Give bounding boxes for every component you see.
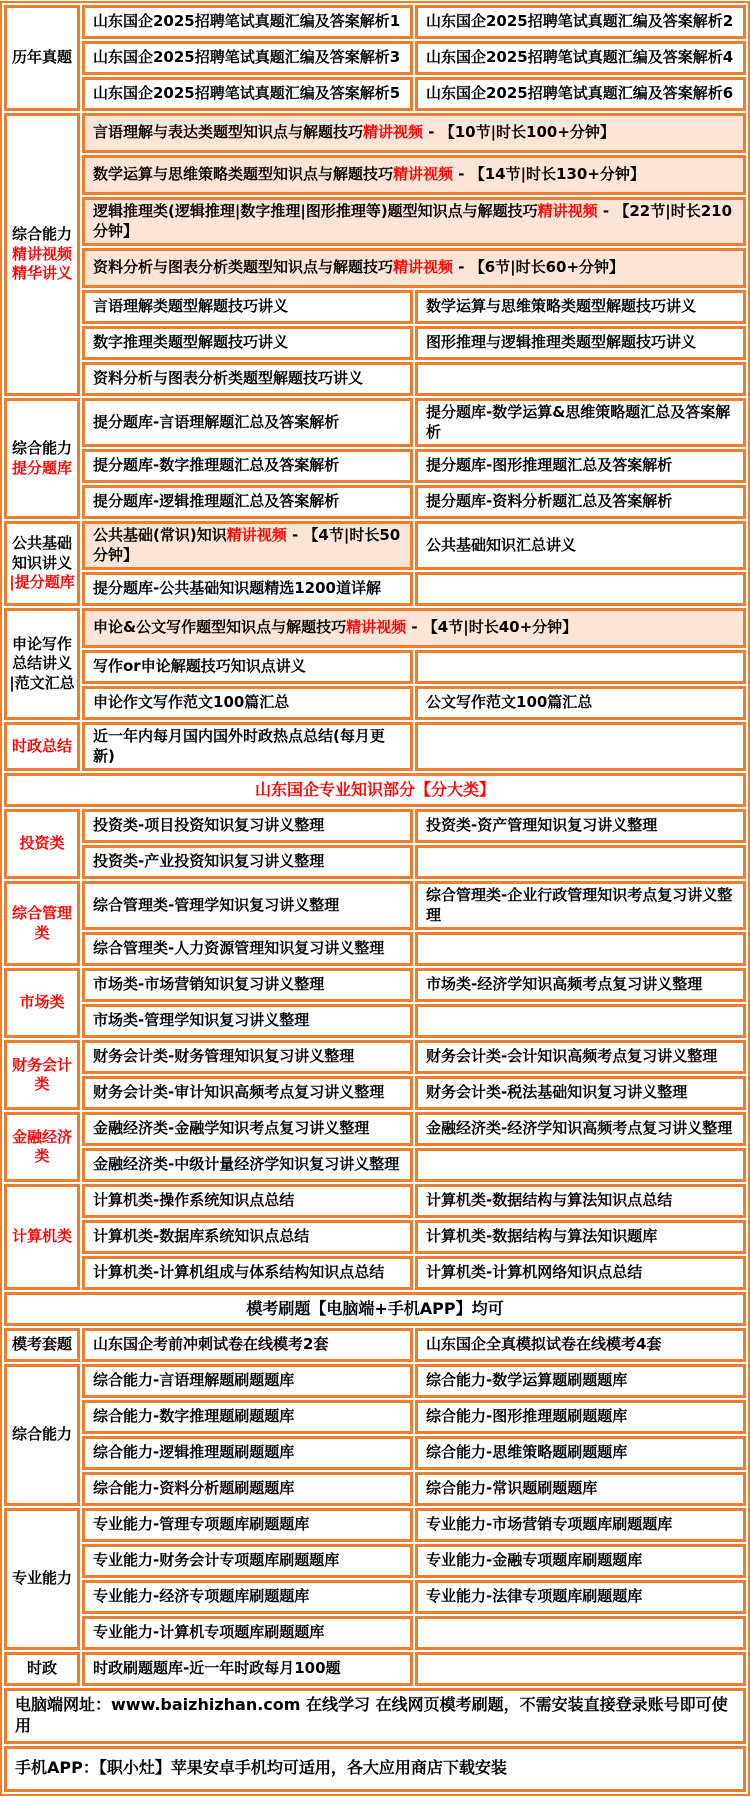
empty-cell <box>415 1652 746 1686</box>
section-label-mock-exam-sets <box>4 1328 80 1362</box>
table-row <box>4 398 746 447</box>
section-label-text: 综合能力 <box>11 1425 72 1444</box>
text-run: 电脑端网址：www.baizhizhan.com 在线学习 在线网页模考刷题，不需安装直接登录账号即可使用 <box>15 1695 728 1735</box>
course-cell <box>82 1364 413 1398</box>
course-cell <box>82 1184 413 1218</box>
text-run: 计算机类-操作系统知识点总结 <box>93 1191 295 1210</box>
text-run: 图形推理与逻辑推理类题型解题技巧讲义 <box>426 333 697 352</box>
section-label-comprehensive-drill <box>4 1364 80 1506</box>
course-cell <box>82 290 413 324</box>
course-cell <box>82 1508 413 1542</box>
table-row <box>4 650 746 684</box>
table-row <box>4 1746 746 1792</box>
footer-pc-website <box>4 1688 746 1744</box>
text-run: 山东国企专业知识部分【分大类】 <box>254 779 495 799</box>
table-row <box>4 326 746 360</box>
text-run: - 【10节|时长100+分钟】 <box>423 123 615 142</box>
course-cell <box>415 881 746 930</box>
course-cell <box>415 398 746 447</box>
divider-mock-practice <box>4 1292 746 1326</box>
text-run: 精讲视频 <box>393 165 454 184</box>
table-row <box>4 1436 746 1470</box>
course-cell <box>82 809 413 843</box>
text-run: 模考刷题【电脑端+手机APP】均可 <box>246 1298 504 1318</box>
section-label-essay-writing <box>4 608 80 720</box>
course-cell <box>415 968 746 1002</box>
text-run: 山东国企2025招聘笔试真题汇编及答案解析6 <box>426 84 734 103</box>
course-cell <box>415 1112 746 1146</box>
course-cell <box>415 1328 746 1362</box>
table-row <box>4 248 746 288</box>
course-cell <box>415 1220 746 1254</box>
table-row <box>4 1688 746 1744</box>
table-row <box>4 362 746 396</box>
text-run: 山东国企考前冲刺试卷在线模考2套 <box>93 1335 329 1354</box>
section-label-text: 专业能力 <box>11 1569 72 1588</box>
course-cell <box>415 449 746 483</box>
footer-mobile-app <box>4 1746 746 1792</box>
course-cell <box>82 1580 413 1614</box>
course-cell <box>415 326 746 360</box>
table-row <box>4 968 746 1002</box>
empty-cell <box>415 1004 746 1038</box>
table-row <box>4 77 746 111</box>
table-row <box>4 845 746 879</box>
section-label-text: 精华讲义 <box>11 264 72 283</box>
text-run: 专业能力-管理专项题库刷题题库 <box>93 1515 310 1534</box>
course-cell <box>82 197 746 246</box>
text-run: 精讲视频 <box>537 202 598 220</box>
course-cell <box>415 41 746 75</box>
table-row <box>4 197 746 246</box>
text-run: 公共基础(常识)知识 <box>93 526 227 544</box>
course-cell <box>415 1184 746 1218</box>
text-run: - 【22节|时长210分钟】 <box>93 202 733 240</box>
empty-cell <box>415 1148 746 1182</box>
text-run: 公文写作范文100篇汇总 <box>426 693 593 712</box>
text-run: - 【4节|时长50分钟】 <box>93 526 401 564</box>
text-run: 综合能力-资料分析题刷题题库 <box>93 1479 295 1498</box>
table-row <box>4 290 746 324</box>
text-run: 投资类-资产管理知识复习讲义整理 <box>426 816 658 835</box>
text-run: 精讲视频 <box>363 123 424 142</box>
section-label-comprehensive-video-handouts <box>4 113 80 396</box>
table-row <box>4 1040 746 1074</box>
course-cell <box>82 1112 413 1146</box>
text-run: 数学运算与思维策略类题型解题技巧讲义 <box>426 297 697 316</box>
course-cell <box>82 155 746 195</box>
text-run: 综合能力-图形推理题刷题题库 <box>426 1407 628 1426</box>
section-label-text: 金融经济类 <box>11 1127 72 1165</box>
section-label-professional-drill <box>4 1508 80 1650</box>
text-run: 精讲视频 <box>393 258 454 277</box>
course-cell <box>82 362 413 396</box>
text-run: 综合管理类-管理学知识复习讲义整理 <box>93 895 340 914</box>
text-run: - 【14节|时长130+分钟】 <box>453 165 645 184</box>
text-run: 手机APP：【职小灶】苹果安卓手机均可适用，各大应用商店下载安装 <box>15 1758 507 1778</box>
text-run: 综合能力-数学运算题刷题题库 <box>426 1371 628 1390</box>
table-row <box>4 881 746 930</box>
text-run: 市场类-市场营销知识复习讲义整理 <box>93 975 325 994</box>
table-row <box>4 1544 746 1578</box>
course-cell <box>82 1256 413 1290</box>
course-cell <box>82 1220 413 1254</box>
course-cell <box>415 1508 746 1542</box>
course-cell <box>415 1076 746 1110</box>
course-cell <box>82 398 413 447</box>
course-cell <box>82 1076 413 1110</box>
course-cell <box>82 1148 413 1182</box>
course-cell <box>415 1400 746 1434</box>
text-run: 公共基础知识汇总讲义 <box>426 535 577 554</box>
text-run: 言语理解与表达类题型知识点与解题技巧 <box>93 123 364 142</box>
empty-cell <box>415 362 746 396</box>
table-row <box>4 686 746 720</box>
course-cell <box>82 77 413 111</box>
text-run: 山东国企2025招聘笔试真题汇编及答案解析3 <box>93 48 401 67</box>
empty-cell <box>415 845 746 879</box>
table-row <box>4 1400 746 1434</box>
course-cell <box>82 1616 413 1650</box>
course-cell <box>415 77 746 111</box>
text-run: - 【6节|时长60+分钟】 <box>453 258 625 277</box>
text-run: 精讲视频 <box>226 526 287 544</box>
course-cell <box>82 248 746 288</box>
text-run: 计算机类-计算机组成与体系结构知识点总结 <box>93 1263 385 1282</box>
table-row <box>4 932 746 966</box>
table-row <box>4 1580 746 1614</box>
text-run: 综合能力-言语理解题刷题题库 <box>93 1371 295 1390</box>
section-label-current-affairs-summary <box>4 722 80 771</box>
divider-professional-knowledge <box>4 773 746 807</box>
section-label-text: 精讲视频 <box>11 244 72 263</box>
section-label-investment <box>4 809 80 879</box>
text-run: 计算机类-数据库系统知识点总结 <box>93 1227 310 1246</box>
table-row <box>4 485 746 519</box>
course-cell <box>82 113 746 153</box>
table-row <box>4 521 746 570</box>
table-row <box>4 1616 746 1650</box>
text-run: 提分题库-图形推理题汇总及答案解析 <box>426 456 673 475</box>
text-run: 山东国企2025招聘笔试真题汇编及答案解析5 <box>93 84 401 103</box>
table-row <box>4 1148 746 1182</box>
table-row <box>4 5 746 39</box>
text-run: 言语理解类题型解题技巧讲义 <box>93 297 289 316</box>
text-run: - 【4节|时长40+分钟】 <box>406 618 578 637</box>
course-cell <box>82 485 413 519</box>
text-run: 山东国企2025招聘笔试真题汇编及答案解析1 <box>93 12 401 31</box>
course-content-table <box>0 1 750 1796</box>
section-label-text: 综合能力 <box>11 225 72 244</box>
text-run: 财务会计类-会计知识高频考点复习讲义整理 <box>426 1047 718 1066</box>
text-run: 专业能力-金融专项题库刷题题库 <box>426 1551 643 1570</box>
text-run: 专业能力-计算机专项题库刷题题库 <box>93 1623 325 1642</box>
text-run: 山东国企全真模拟试卷在线模考4套 <box>426 1335 662 1354</box>
section-label-finance-accounting <box>4 1040 80 1110</box>
table-row <box>4 1256 746 1290</box>
text-run: 财务会计类-审计知识高频考点复习讲义整理 <box>93 1083 385 1102</box>
section-label-text: 公共基础知识讲义 <box>11 534 72 572</box>
section-label-text: 申论写作总结讲义 <box>11 634 72 673</box>
table-row <box>4 1652 746 1686</box>
text-run: 计算机类-计算机网络知识点总结 <box>426 1263 643 1282</box>
text-run: 精讲视频 <box>346 618 407 637</box>
table-row <box>4 773 746 807</box>
text-run: 计算机类-数据结构与算法知识点总结 <box>426 1191 673 1210</box>
table-row <box>4 41 746 75</box>
course-cell <box>82 521 413 570</box>
text-run: 提分题库-资料分析题汇总及答案解析 <box>426 492 673 511</box>
text-run: 近一年内每月国内国外时政热点总结(每月更新) <box>93 727 385 765</box>
section-label-computer <box>4 1184 80 1290</box>
table-row <box>4 1328 746 1362</box>
section-label-comprehensive-qbank <box>4 398 80 519</box>
section-label-text: |范文汇总 <box>9 673 75 692</box>
course-cell <box>82 1040 413 1074</box>
course-cell <box>415 686 746 720</box>
text-run: 综合能力-常识题刷题题库 <box>426 1479 598 1498</box>
course-cell <box>82 1436 413 1470</box>
course-cell <box>415 1472 746 1506</box>
course-cell <box>415 1040 746 1074</box>
text-run: 申论&公文写作题型知识点与解题技巧 <box>93 618 347 637</box>
section-label-general-management <box>4 881 80 966</box>
section-label-current-affairs-drill <box>4 1652 80 1686</box>
course-cell <box>415 485 746 519</box>
course-cell <box>82 932 413 966</box>
table-row <box>4 113 746 153</box>
text-run: 投资类-项目投资知识复习讲义整理 <box>93 816 325 835</box>
text-run: 财务会计类-税法基础知识复习讲义整理 <box>426 1083 688 1102</box>
text-run: 综合管理类-人力资源管理知识复习讲义整理 <box>93 939 385 958</box>
course-cell <box>82 326 413 360</box>
course-cell <box>415 290 746 324</box>
section-label-text: 投资类 <box>19 834 65 853</box>
table-row <box>4 1292 746 1326</box>
course-cell <box>415 809 746 843</box>
section-label-text: 市场类 <box>19 993 65 1012</box>
course-cell <box>82 650 413 684</box>
section-label-text: 计算机类 <box>11 1227 72 1246</box>
course-cell <box>82 881 413 930</box>
section-label-text: |提分题库 <box>9 573 75 592</box>
section-label-text: 历年真题 <box>11 48 72 67</box>
section-label-text: 时政 <box>26 1659 57 1678</box>
course-cell <box>82 1004 413 1038</box>
text-run: 综合能力-思维策略题刷题题库 <box>426 1443 628 1462</box>
course-cell <box>82 1544 413 1578</box>
table-row <box>4 155 746 195</box>
table-row <box>4 608 746 648</box>
empty-cell <box>415 932 746 966</box>
course-cell <box>82 572 413 606</box>
course-cell <box>82 1472 413 1506</box>
course-cell <box>82 968 413 1002</box>
text-run: 市场类-经济学知识高频考点复习讲义整理 <box>426 975 703 994</box>
course-cell <box>415 5 746 39</box>
empty-cell <box>415 722 746 771</box>
text-run: 金融经济类-金融学知识考点复习讲义整理 <box>93 1119 370 1138</box>
course-cell <box>82 1328 413 1362</box>
text-run: 提分题库-公共基础知识题精选1200道详解 <box>93 579 381 598</box>
text-run: 数学运算与思维策略类题型知识点与解题技巧 <box>93 165 394 184</box>
table-row <box>4 1364 746 1398</box>
section-label-text: 提分题库 <box>11 458 72 477</box>
section-label-public-basic-knowledge <box>4 521 80 606</box>
course-cell <box>82 41 413 75</box>
text-run: 综合管理类-企业行政管理知识考点复习讲义整理 <box>426 886 733 924</box>
text-run: 专业能力-市场营销专项题库刷题题库 <box>426 1515 673 1534</box>
text-run: 山东国企2025招聘笔试真题汇编及答案解析2 <box>426 12 734 31</box>
text-run: 提分题库-逻辑推理题汇总及答案解析 <box>93 492 340 511</box>
table-row <box>4 1076 746 1110</box>
text-run: 申论作文写作范文100篇汇总 <box>93 693 290 712</box>
course-cell <box>415 1580 746 1614</box>
text-run: 资料分析与图表分析类题型解题技巧讲义 <box>93 369 364 388</box>
text-run: 写作or申论解题技巧知识点讲义 <box>93 657 306 676</box>
text-run: 计算机类-数据结构与算法知识题库 <box>426 1227 658 1246</box>
table-row <box>4 572 746 606</box>
section-label-text: 财务会计类 <box>11 1055 72 1093</box>
table-row <box>4 1184 746 1218</box>
text-run: 财务会计类-财务管理知识复习讲义整理 <box>93 1047 355 1066</box>
text-run: 专业能力-法律专项题库刷题题库 <box>426 1587 643 1606</box>
course-cell <box>415 1364 746 1398</box>
section-label-text: 模考套题 <box>11 1335 72 1354</box>
text-run: 逻辑推理类(逻辑推理|数字推理|图形推理等)题型知识点与解题技巧 <box>93 202 538 220</box>
course-cell <box>82 1652 413 1686</box>
text-run: 数字推理类题型解题技巧讲义 <box>93 333 289 352</box>
text-run: 资料分析与图表分析类题型知识点与解题技巧 <box>93 258 394 277</box>
course-cell <box>82 722 413 771</box>
course-cell <box>82 1400 413 1434</box>
table-row <box>4 1508 746 1542</box>
table-row <box>4 1472 746 1506</box>
course-cell <box>82 449 413 483</box>
course-cell <box>82 686 413 720</box>
text-run: 综合能力-数字推理题刷题题库 <box>93 1407 295 1426</box>
course-cell <box>415 1436 746 1470</box>
empty-cell <box>415 1616 746 1650</box>
text-run: 提分题库-数学运算&思维策略题汇总及答案解析 <box>426 403 731 441</box>
text-run: 专业能力-财务会计专项题库刷题题库 <box>93 1551 340 1570</box>
text-run: 提分题库-言语理解题汇总及答案解析 <box>93 412 340 431</box>
table-row <box>4 809 746 843</box>
course-cell <box>82 5 413 39</box>
text-run: 专业能力-经济专项题库刷题题库 <box>93 1587 310 1606</box>
section-label-market <box>4 968 80 1038</box>
text-run: 市场类-管理学知识复习讲义整理 <box>93 1011 310 1030</box>
text-run: 山东国企2025招聘笔试真题汇编及答案解析4 <box>426 48 734 67</box>
text-run: 时政刷题题库-近一年时政每月100题 <box>93 1659 341 1678</box>
text-run: 金融经济类-中级计量经济学知识复习讲义整理 <box>93 1155 400 1174</box>
course-cell <box>415 1544 746 1578</box>
section-label-finance-economics <box>4 1112 80 1182</box>
course-cell <box>415 1256 746 1290</box>
course-cell <box>82 608 746 648</box>
section-label-past-papers <box>4 5 80 111</box>
course-cell <box>82 845 413 879</box>
table-row <box>4 449 746 483</box>
section-label-text: 时政总结 <box>11 736 72 755</box>
empty-cell <box>415 572 746 606</box>
section-label-text: 综合能力 <box>11 439 72 457</box>
table-row <box>4 722 746 771</box>
text-run: 提分题库-数字推理题汇总及答案解析 <box>93 456 340 475</box>
text-run: 综合能力-逻辑推理题刷题题库 <box>93 1443 295 1462</box>
text-run: 金融经济类-经济学知识高频考点复习讲义整理 <box>426 1119 733 1138</box>
text-run: 投资类-产业投资知识复习讲义整理 <box>93 852 325 871</box>
course-cell <box>415 521 746 570</box>
empty-cell <box>415 650 746 684</box>
table-row <box>4 1220 746 1254</box>
table-row <box>4 1004 746 1038</box>
table-row <box>4 1112 746 1146</box>
course-content-table-body <box>4 5 746 1792</box>
section-label-text: 综合管理类 <box>11 904 72 942</box>
